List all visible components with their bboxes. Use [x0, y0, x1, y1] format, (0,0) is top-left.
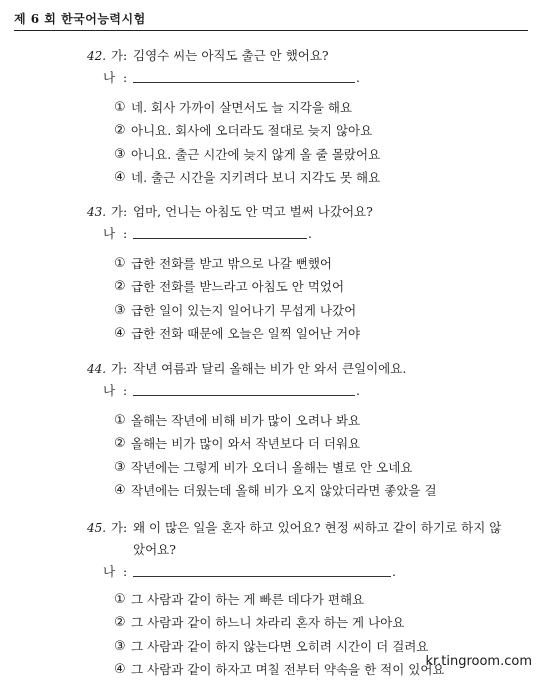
option-text: 네. 회사 가까이 살면서도 늘 지각을 해요 — [131, 100, 353, 115]
option-text: 그 사람과 같이 하는 게 빠른 데다가 편해요 — [131, 592, 365, 607]
answer-line — [87, 564, 527, 580]
option-text: 그 사람과 같이 하자고 며칠 전부터 약속을 한 적이 있어요 — [131, 661, 445, 677]
question-text: 왜 이 많은 일을 혼자 하고 있어요? 현정 씨하고 같이 하기로 하지 않 — [133, 520, 502, 535]
option-1 — [87, 256, 527, 272]
question-number: 42. — [87, 49, 107, 63]
speaker-b: 나 — [103, 226, 116, 241]
option-text: 급한 일이 있는지 일어나기 무섭게 나갔어 — [131, 302, 357, 318]
speaker-a: 가 — [111, 204, 124, 219]
option-3 — [87, 147, 527, 163]
speaker-a: 가 — [111, 520, 124, 535]
question-text: 김영수 씨는 아직도 출근 안 했어요? — [133, 48, 329, 63]
option-number: ① — [114, 256, 126, 271]
option-2 — [87, 436, 527, 452]
speaker-a: 가 — [111, 361, 124, 376]
question-43 — [87, 204, 527, 349]
answer-line — [87, 70, 527, 86]
question-text-continued: 았어요? — [133, 542, 176, 557]
option-text: 작년에는 그렇게 비가 오더니 올해는 별로 안 오네요 — [131, 459, 413, 475]
option-number: ① — [114, 413, 126, 428]
question-number: 45. — [87, 521, 107, 535]
question-text: 작년 여름과 달리 올해는 비가 안 와서 큰일이에요. — [133, 361, 407, 376]
option-text: 급한 전화를 받고 밖으로 나갈 뻔했어 — [131, 256, 332, 271]
option-number: ④ — [114, 169, 126, 185]
option-number: ② — [114, 123, 126, 139]
option-1 — [87, 100, 527, 116]
option-2 — [87, 123, 527, 139]
option-number: ④ — [114, 325, 126, 341]
option-number: ② — [114, 436, 126, 452]
option-number: ① — [114, 592, 126, 607]
question-prompt — [87, 520, 527, 536]
option-text: 급한 전화 때문에 오늘은 일찍 일어난 거야 — [131, 325, 361, 341]
option-3 — [87, 303, 527, 319]
page-header — [14, 10, 528, 31]
option-1 — [87, 413, 527, 429]
speaker-colon: : — [123, 564, 128, 579]
option-number: ④ — [114, 482, 126, 498]
speaker-colon: : — [123, 70, 128, 85]
exam-title: 제 6 회 한국어능력시험 — [14, 12, 146, 26]
answer-end-mark: . — [308, 226, 312, 241]
option-3 — [87, 639, 527, 655]
question-prompt — [87, 204, 527, 220]
speaker-b: 나 — [103, 564, 116, 579]
watermark: kr.tingroom.com — [425, 654, 532, 669]
speaker-colon: : — [123, 48, 128, 63]
question-number: 44. — [87, 362, 107, 376]
question-prompt — [87, 361, 527, 377]
option-number: ③ — [114, 146, 126, 162]
option-1 — [87, 592, 527, 608]
answer-line — [87, 383, 527, 399]
option-number: ③ — [114, 302, 126, 318]
option-text: 그 사람과 같이 하지 않는다면 오히려 시간이 더 걸려요 — [131, 638, 429, 654]
option-text: 네. 출근 시간을 지키려다 보니 지각도 못 해요 — [131, 169, 381, 185]
answer-line — [87, 226, 527, 242]
option-number: ② — [114, 279, 126, 295]
option-text: 올해는 작년에 비해 비가 많이 오려나 봐요 — [131, 413, 361, 428]
option-text: 급한 전화를 받느라고 아침도 안 먹었어 — [131, 279, 345, 295]
speaker-b: 나 — [103, 70, 116, 85]
question-prompt — [87, 48, 527, 64]
option-text: 아니요. 출근 시간에 늦지 않게 올 줄 몰랐어요 — [131, 146, 381, 162]
option-number: ③ — [114, 459, 126, 475]
option-list — [87, 100, 527, 186]
answer-end-mark: . — [356, 383, 360, 398]
speaker-a: 가 — [111, 48, 124, 63]
option-number: ③ — [114, 638, 126, 654]
question-prompt-continued — [87, 542, 527, 558]
speaker-colon: : — [123, 204, 128, 219]
question-44 — [87, 361, 527, 506]
option-text: 아니요. 회사에 오더라도 절대로 늦지 않아요 — [131, 123, 373, 139]
option-number: ① — [114, 100, 126, 115]
answer-blank — [133, 395, 355, 396]
option-text: 그 사람과 같이 하느니 차라리 혼자 하는 게 나아요 — [131, 615, 405, 631]
option-2 — [87, 279, 527, 295]
option-text: 작년에는 더웠는데 올해 비가 오지 않았더라면 좋았을 걸 — [131, 482, 437, 498]
option-list — [87, 413, 527, 499]
option-number: ② — [114, 615, 126, 631]
option-list — [87, 256, 527, 342]
answer-blank — [133, 238, 307, 239]
answer-blank — [133, 82, 355, 83]
option-number: ④ — [114, 661, 126, 677]
speaker-b: 나 — [103, 383, 116, 398]
option-text: 올해는 비가 많이 와서 작년보다 더 더워요 — [131, 436, 361, 452]
speaker-colon: : — [123, 383, 128, 398]
speaker-colon: : — [123, 520, 128, 535]
option-4 — [87, 483, 527, 499]
answer-blank — [133, 576, 391, 577]
option-4 — [87, 170, 527, 186]
question-text: 엄마, 언니는 아침도 안 먹고 벌써 나갔어요? — [133, 204, 373, 219]
option-2 — [87, 615, 527, 631]
option-3 — [87, 460, 527, 476]
question-number: 43. — [87, 205, 107, 219]
question-42 — [87, 48, 527, 193]
answer-end-mark: . — [356, 70, 360, 85]
speaker-colon: : — [123, 361, 128, 376]
answer-end-mark: . — [392, 564, 396, 579]
speaker-colon: : — [123, 226, 128, 241]
option-4 — [87, 326, 527, 342]
